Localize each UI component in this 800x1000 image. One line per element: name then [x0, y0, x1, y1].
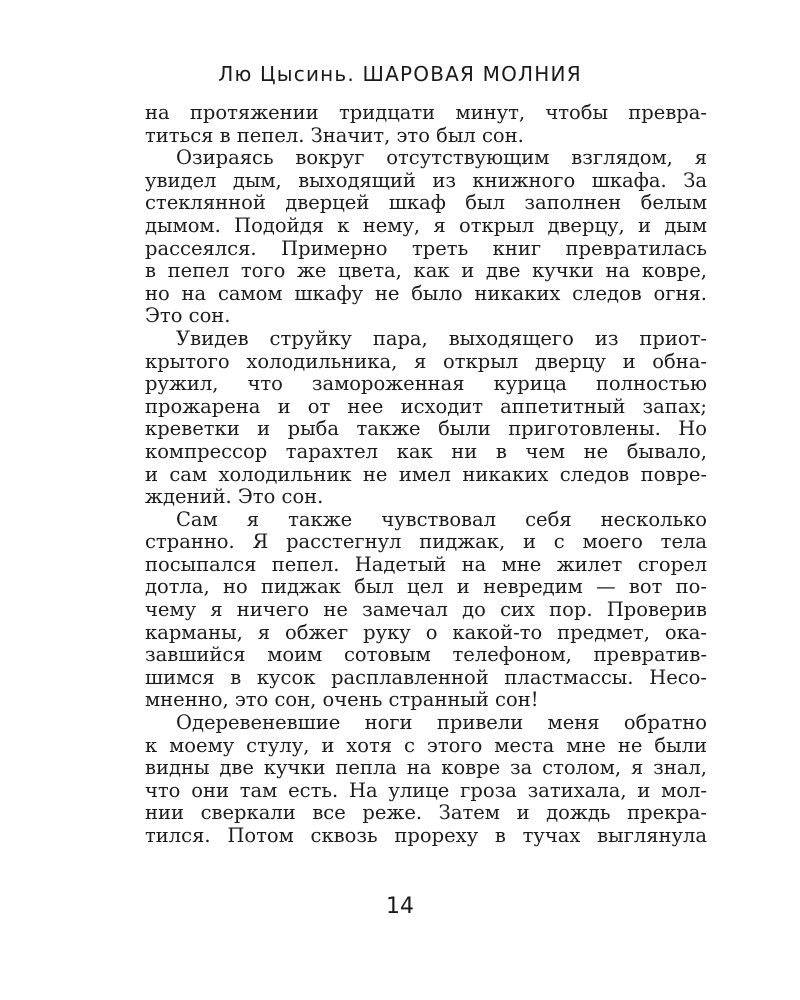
text-line: Это сон. — [145, 304, 231, 328]
text-line: чему я ничего не замечал до сих пор. Проверив — [145, 598, 707, 622]
text-line: шимся в кусок расплавленной пластмассы. Несо- — [145, 665, 707, 689]
text-line: рассеялся. Примерно треть книг превратилась — [145, 236, 707, 260]
text-line: что они там есть. На улице гроза затихала, и мол- — [145, 778, 707, 802]
text-line: карманы, я обжег руку о какой-то предмет, ока- — [145, 620, 707, 644]
text-line: Увидев струйку пара, выходящего из приот- — [176, 326, 707, 350]
text-line: креветки и рыба также были приготовлены. Но — [145, 417, 707, 441]
body-text — [145, 102, 707, 848]
text-line: компрессор тарахтел как ни в чем не бывало, — [145, 439, 707, 463]
text-line: на протяжении тридцати минут, чтобы превра- — [145, 101, 707, 124]
text-line: дотла, но пиджак был цел и невредим — вот по- — [145, 575, 707, 599]
text-line: странно. Я расстегнул пиджак, и с моего тела — [145, 530, 707, 554]
text-line: видны две кучки пепла на ковре за столом, я знал, — [145, 756, 707, 780]
text-line: нии сверкали все реже. Затем и дождь прекра- — [145, 801, 707, 825]
text-line: стеклянной дверцей шкаф был заполнен белым — [145, 191, 707, 215]
text-line: ружил, что замороженная курица полностью — [145, 372, 707, 396]
text-line: крытого холодильника, я открыл дверцу и обна- — [145, 349, 707, 373]
text-line: в пепел того же цвета, как и две кучки на ковре, — [145, 259, 707, 283]
text-line: ждений. Это сон. — [145, 485, 324, 509]
text-line: Сам я также чувствовал себя несколько — [176, 507, 707, 531]
page-number: 14 — [386, 894, 414, 919]
text-line: увидел дым, выходящий из книжного шкафа. За — [145, 168, 707, 192]
text-line: титься в пепел. Значит, это был сон. — [145, 123, 524, 147]
text-line: и сам холодильник не имел никаких следов повре- — [145, 462, 707, 486]
text-line: Озираясь вокруг отсутствующим взглядом, я — [176, 146, 707, 170]
text-line: тился. Потом сквозь прореху в тучах выглянула — [145, 824, 707, 847]
text-line: посыпался пепел. Надетый на мне жилет сгорел — [145, 552, 707, 576]
text-line: прожарена и от нее исходит аппетитный запах; — [145, 394, 707, 418]
text-line: завшийся моим сотовым телефоном, превратив- — [145, 643, 707, 667]
text-line: к моему стулу, и хотя с этого места мне не были — [145, 733, 707, 757]
text-line: дымом. Подойдя к нему, я открыл дверцу, и дым — [145, 213, 707, 237]
text-line: но на самом шкафу не было никаких следов огня. — [145, 281, 707, 305]
running-head: Лю Цысинь. ШАРОВАЯ МОЛНИЯ — [218, 62, 582, 86]
text-line: Одеревеневшие ноги привели меня обратно — [176, 711, 707, 735]
text-line: мненно, это сон, очень странный сон! — [145, 688, 539, 712]
